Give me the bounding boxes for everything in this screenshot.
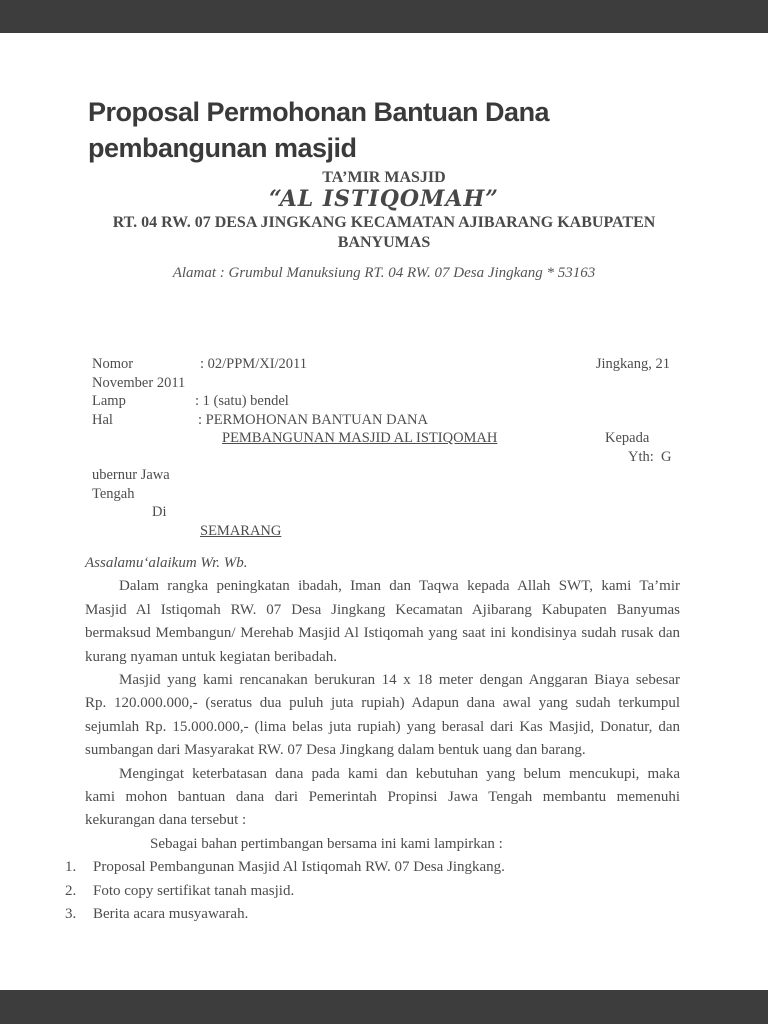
recipient-wrap-line1: ubernur Jawa xyxy=(92,467,170,483)
hal-label: Hal xyxy=(92,411,113,428)
list-item xyxy=(65,880,680,903)
list-item-text: Berita acara musyawarah. xyxy=(93,906,249,923)
paragraph1-line: bermaksud Membangun/ Merehab Masjid Al Istiqomah yang saat ini kondisinya sudah rusak dan xyxy=(85,625,680,642)
letterhead-address-caps-line2: BANYUMAS xyxy=(337,234,431,251)
paragraph3-line: kami mohon bantuan dana dari Pemerintah Propinsi Jawa Tengah membantu memenuhi xyxy=(85,789,680,806)
letterhead-org-name: TA’MIR MASJID xyxy=(322,169,446,186)
nomor-label: Nomor xyxy=(92,356,134,372)
page-title-line2: pembangunan masjid xyxy=(88,133,357,163)
paragraph1-line: Masjid Al Istiqomah RW. 07 Desa Jingkang Kecamatan Ajibarang Kabupaten Banyumas xyxy=(85,601,680,618)
letter-body xyxy=(65,552,680,927)
paragraph1-line: Dalam rangka peningkatan ibadah, Iman dan Taqwa kepada Allah SWT, kami Ta’mir xyxy=(119,578,680,595)
recipient-city-underlined: SEMARANG xyxy=(200,522,282,539)
letterbox-bottom-bar xyxy=(0,990,768,1024)
hal-value-line2-underlined: PEMBANGUNAN MASJID AL ISTIQOMAH xyxy=(222,430,498,446)
letterbox-top-bar xyxy=(0,0,768,33)
list-item-text: Foto copy sertifikat tanah masjid. xyxy=(93,882,295,899)
paragraph2-line: sejumlah Rp. 15.000.000,- (lima belas juta rupiah) yang berasal dari Kas Masjid, Donatur, dan xyxy=(85,718,680,735)
lamp-label: Lamp xyxy=(92,393,126,409)
list-item-number: 3. xyxy=(65,906,77,923)
paragraph3-line: Mengingat keterbatasan dana pada kami dan kebutuhan yang belum mencukupi, maka xyxy=(119,765,680,782)
list-item-number: 2. xyxy=(65,882,77,899)
paragraph2-line: Masjid yang kami rencanakan berukuran 14 x 18 meter dengan Anggaran Biaya sebesar xyxy=(119,672,680,689)
letter-date-line1: Jingkang, 21 xyxy=(595,356,670,372)
nomor-value: : 02/PPM/XI/2011 xyxy=(200,356,308,372)
paragraph2-line: Rp. 120.000.000,- (seratus dua puluh juta rupiah) Adapun dana awal yang sudah terkumpul xyxy=(85,695,680,712)
salutation: Assalamu‘alaikum Wr. Wb. xyxy=(85,555,248,571)
kepada-label: Kepada xyxy=(605,430,650,446)
lamp-value: : 1 (satu) bendel xyxy=(195,393,289,409)
hal-value-line1: : PERMOHONAN BANTUAN DANA xyxy=(198,411,428,428)
letterhead-mosque-name: “AL ISTIQOMAH” xyxy=(269,186,499,212)
di-label: Di xyxy=(152,504,167,520)
paragraph1-line: kurang nyaman untuk kegiatan beribadah. xyxy=(85,648,337,665)
attachments-list xyxy=(65,856,680,926)
page-title xyxy=(88,94,708,166)
recipient-wrap-line2: Tengah xyxy=(92,485,135,502)
paragraph2-line: sumbangan dari Masyarakat RW. 07 Desa Jingkang dalam bentuk uang dan barang. xyxy=(85,742,586,759)
letterhead-alamat: Alamat : Grumbul Manuksiung RT. 04 RW. 07 Desa Jingkang * 53163 xyxy=(172,265,596,281)
letter-meta-block xyxy=(92,356,670,541)
list-item-number: 1. xyxy=(65,859,77,876)
page-title-line1: Proposal Permohonan Bantuan Dana xyxy=(88,97,550,127)
letterhead-address-caps-line1: RT. 04 RW. 07 DESA JINGKANG KECAMATAN AJIBARANG KABUPATEN xyxy=(112,214,656,231)
list-item-text: Proposal Pembangunan Masjid Al Istiqomah RW. 07 Desa Jingkang. xyxy=(93,859,505,876)
list-item xyxy=(65,903,680,926)
yth-label: Yth: G xyxy=(628,448,672,465)
attachments-intro: Sebagai bahan pertimbangan bersama ini kami lampirkan : xyxy=(150,835,503,852)
list-item xyxy=(65,856,680,879)
letter-date-line2: November 2011 xyxy=(92,374,186,391)
paragraph3-line: kekurangan dana tersebut : xyxy=(85,812,247,829)
